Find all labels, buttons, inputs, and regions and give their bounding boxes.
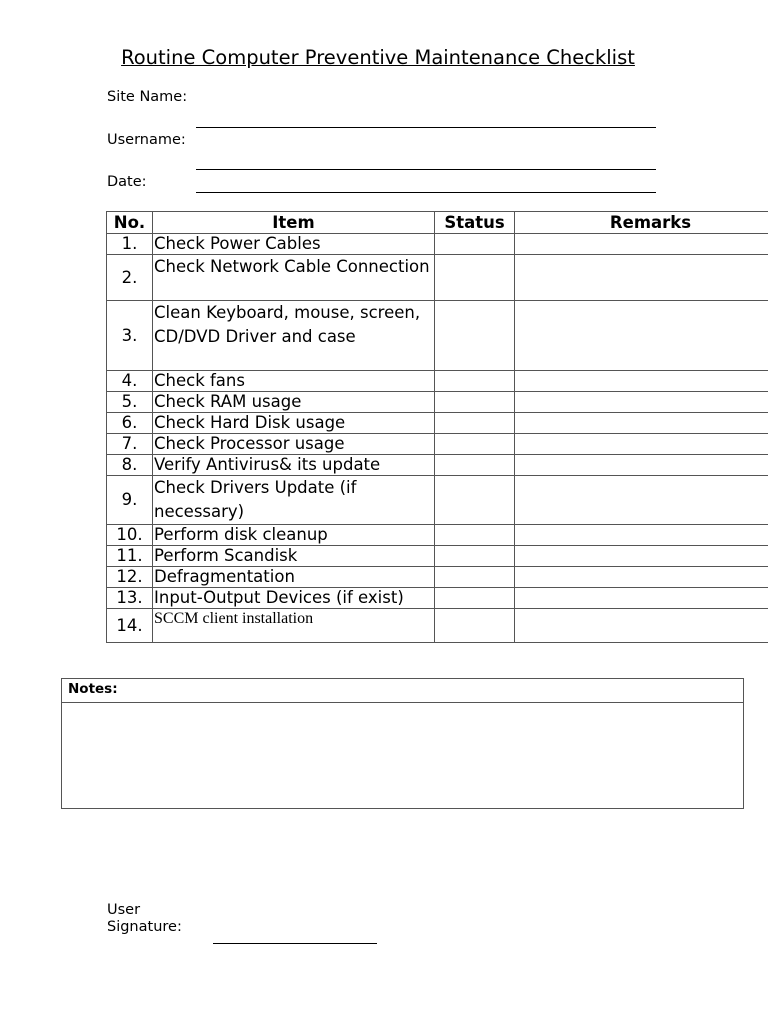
row-status-cell[interactable] (435, 255, 515, 301)
row-status-cell[interactable] (435, 476, 515, 525)
row-number: 3. (107, 301, 153, 371)
row-status-cell[interactable] (435, 413, 515, 434)
column-header-item: Item (153, 212, 435, 234)
row-item: Perform Scandisk (153, 546, 435, 567)
notes-label: Notes: (62, 679, 743, 703)
row-status-cell[interactable] (435, 434, 515, 455)
username-field[interactable] (196, 169, 656, 170)
column-header-remarks: Remarks (515, 212, 768, 234)
row-status-cell[interactable] (435, 567, 515, 588)
row-remarks-cell[interactable] (515, 588, 768, 609)
row-item: Defragmentation (153, 567, 435, 588)
row-status-cell[interactable] (435, 301, 515, 371)
user-signature-field[interactable] (213, 943, 377, 944)
row-number: 10. (107, 525, 153, 546)
row-item: Clean Keyboard, mouse, screen, CD/DVD Driver and case (153, 301, 435, 371)
username-label: Username: (107, 132, 186, 148)
column-header-status: Status (435, 212, 515, 234)
table-row (107, 567, 768, 588)
table-row (107, 476, 768, 525)
row-status-cell[interactable] (435, 392, 515, 413)
row-number: 1. (107, 234, 153, 255)
table-row (107, 455, 768, 476)
row-remarks-cell[interactable] (515, 609, 768, 643)
row-number: 4. (107, 371, 153, 392)
row-remarks-cell[interactable] (515, 301, 768, 371)
row-item: Verify Antivirus& its update (153, 455, 435, 476)
row-remarks-cell[interactable] (515, 255, 768, 301)
row-remarks-cell[interactable] (515, 371, 768, 392)
row-status-cell[interactable] (435, 609, 515, 643)
row-number: 12. (107, 567, 153, 588)
table-header-row (107, 212, 768, 234)
table-row (107, 609, 768, 643)
table-row (107, 371, 768, 392)
notes-box[interactable] (61, 678, 744, 809)
row-number: 9. (107, 476, 153, 525)
row-item: Check Drivers Update (if necessary) (153, 476, 435, 525)
row-item: Check Hard Disk usage (153, 413, 435, 434)
row-item: Input-Output Devices (if exist) (153, 588, 435, 609)
row-status-cell[interactable] (435, 588, 515, 609)
row-item: Check Network Cable Connection (153, 255, 435, 301)
table-row (107, 255, 768, 301)
row-remarks-cell[interactable] (515, 413, 768, 434)
row-item: Check Processor usage (153, 434, 435, 455)
row-item: SCCM client installation (153, 609, 435, 643)
checklist-table (106, 211, 768, 643)
row-status-cell[interactable] (435, 455, 515, 476)
row-number: 2. (107, 255, 153, 301)
table-row (107, 546, 768, 567)
column-header-no: No. (107, 212, 153, 234)
row-remarks-cell[interactable] (515, 476, 768, 525)
date-label: Date: (107, 174, 147, 190)
row-remarks-cell[interactable] (515, 234, 768, 255)
row-item: Check Power Cables (153, 234, 435, 255)
date-field[interactable] (196, 192, 656, 193)
row-number: 11. (107, 546, 153, 567)
row-number: 6. (107, 413, 153, 434)
table-row (107, 434, 768, 455)
row-remarks-cell[interactable] (515, 546, 768, 567)
row-status-cell[interactable] (435, 546, 515, 567)
row-status-cell[interactable] (435, 525, 515, 546)
table-row (107, 392, 768, 413)
row-status-cell[interactable] (435, 234, 515, 255)
row-number: 13. (107, 588, 153, 609)
table-row (107, 234, 768, 255)
row-remarks-cell[interactable] (515, 567, 768, 588)
table-row (107, 413, 768, 434)
user-signature-label: User Signature: (107, 902, 182, 935)
row-status-cell[interactable] (435, 371, 515, 392)
site-name-label: Site Name: (107, 89, 188, 105)
row-remarks-cell[interactable] (515, 392, 768, 413)
row-number: 14. (107, 609, 153, 643)
row-item: Perform disk cleanup (153, 525, 435, 546)
table-row (107, 525, 768, 546)
row-remarks-cell[interactable] (515, 525, 768, 546)
table-row (107, 588, 768, 609)
table-row (107, 301, 768, 371)
row-remarks-cell[interactable] (515, 434, 768, 455)
row-remarks-cell[interactable] (515, 455, 768, 476)
row-number: 5. (107, 392, 153, 413)
row-number: 8. (107, 455, 153, 476)
row-item: Check RAM usage (153, 392, 435, 413)
row-item: Check fans (153, 371, 435, 392)
page-title: Routine Computer Preventive Maintenance Checklist (121, 46, 635, 69)
row-number: 7. (107, 434, 153, 455)
site-name-field[interactable] (196, 127, 656, 128)
